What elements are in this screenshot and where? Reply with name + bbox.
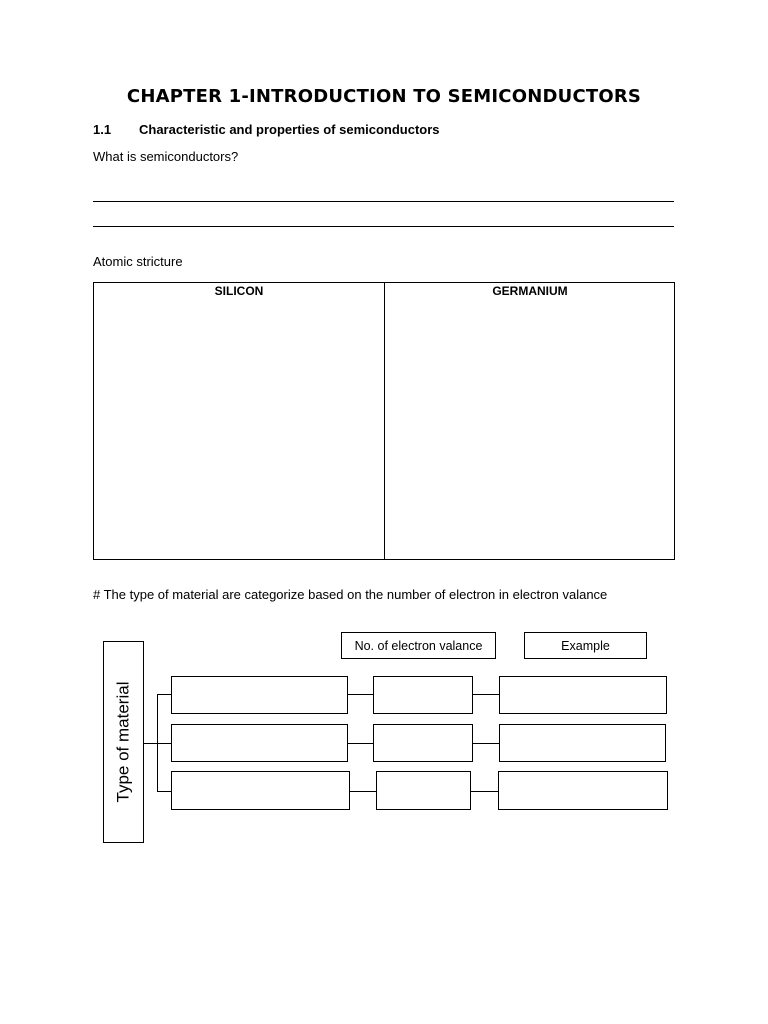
connector-main [144,743,157,744]
table-header-germanium: GERMANIUM [492,284,568,298]
header-box-example [524,632,647,659]
link-2b [473,743,499,744]
example-box-2 [499,724,666,762]
table-header-silicon: SILICON [214,284,264,298]
link-1a [348,694,373,695]
header-example-text: Example [561,638,610,653]
example-box-3 [498,771,668,810]
classification-note: # The type of material are categorize based on the number of electron in electron valance [93,587,608,602]
answer-line-1 [93,201,674,202]
link-3a [350,791,376,792]
example-box-1 [499,676,667,714]
connector-branch-1 [157,694,171,695]
valance-box-2 [373,724,473,762]
type-of-material-box [103,641,144,843]
link-1b [473,694,499,695]
material-box-2 [171,724,348,762]
section-title: Characteristic and properties of semiconductors [139,122,440,137]
connector-branch-2 [157,743,171,744]
connector-branch-3 [157,791,171,792]
valance-box-1 [373,676,473,714]
answer-line-2 [93,226,674,227]
valance-box-3 [376,771,471,810]
table-column-divider [384,283,385,559]
section-number: 1.1 [93,122,112,137]
header-electron-valance-text: No. of electron valance [354,638,483,653]
material-box-3 [171,771,350,810]
atomic-structure-table [93,282,675,560]
material-box-1 [171,676,348,714]
type-of-material-label: Type of material [113,681,133,803]
question-text: What is semiconductors? [93,149,239,164]
atomic-structure-label: Atomic stricture [93,254,183,269]
page-title: CHAPTER 1-INTRODUCTION TO SEMICONDUCTORS [126,86,642,107]
link-3b [471,791,498,792]
header-box-electron-valance [341,632,496,659]
link-2a [348,743,373,744]
